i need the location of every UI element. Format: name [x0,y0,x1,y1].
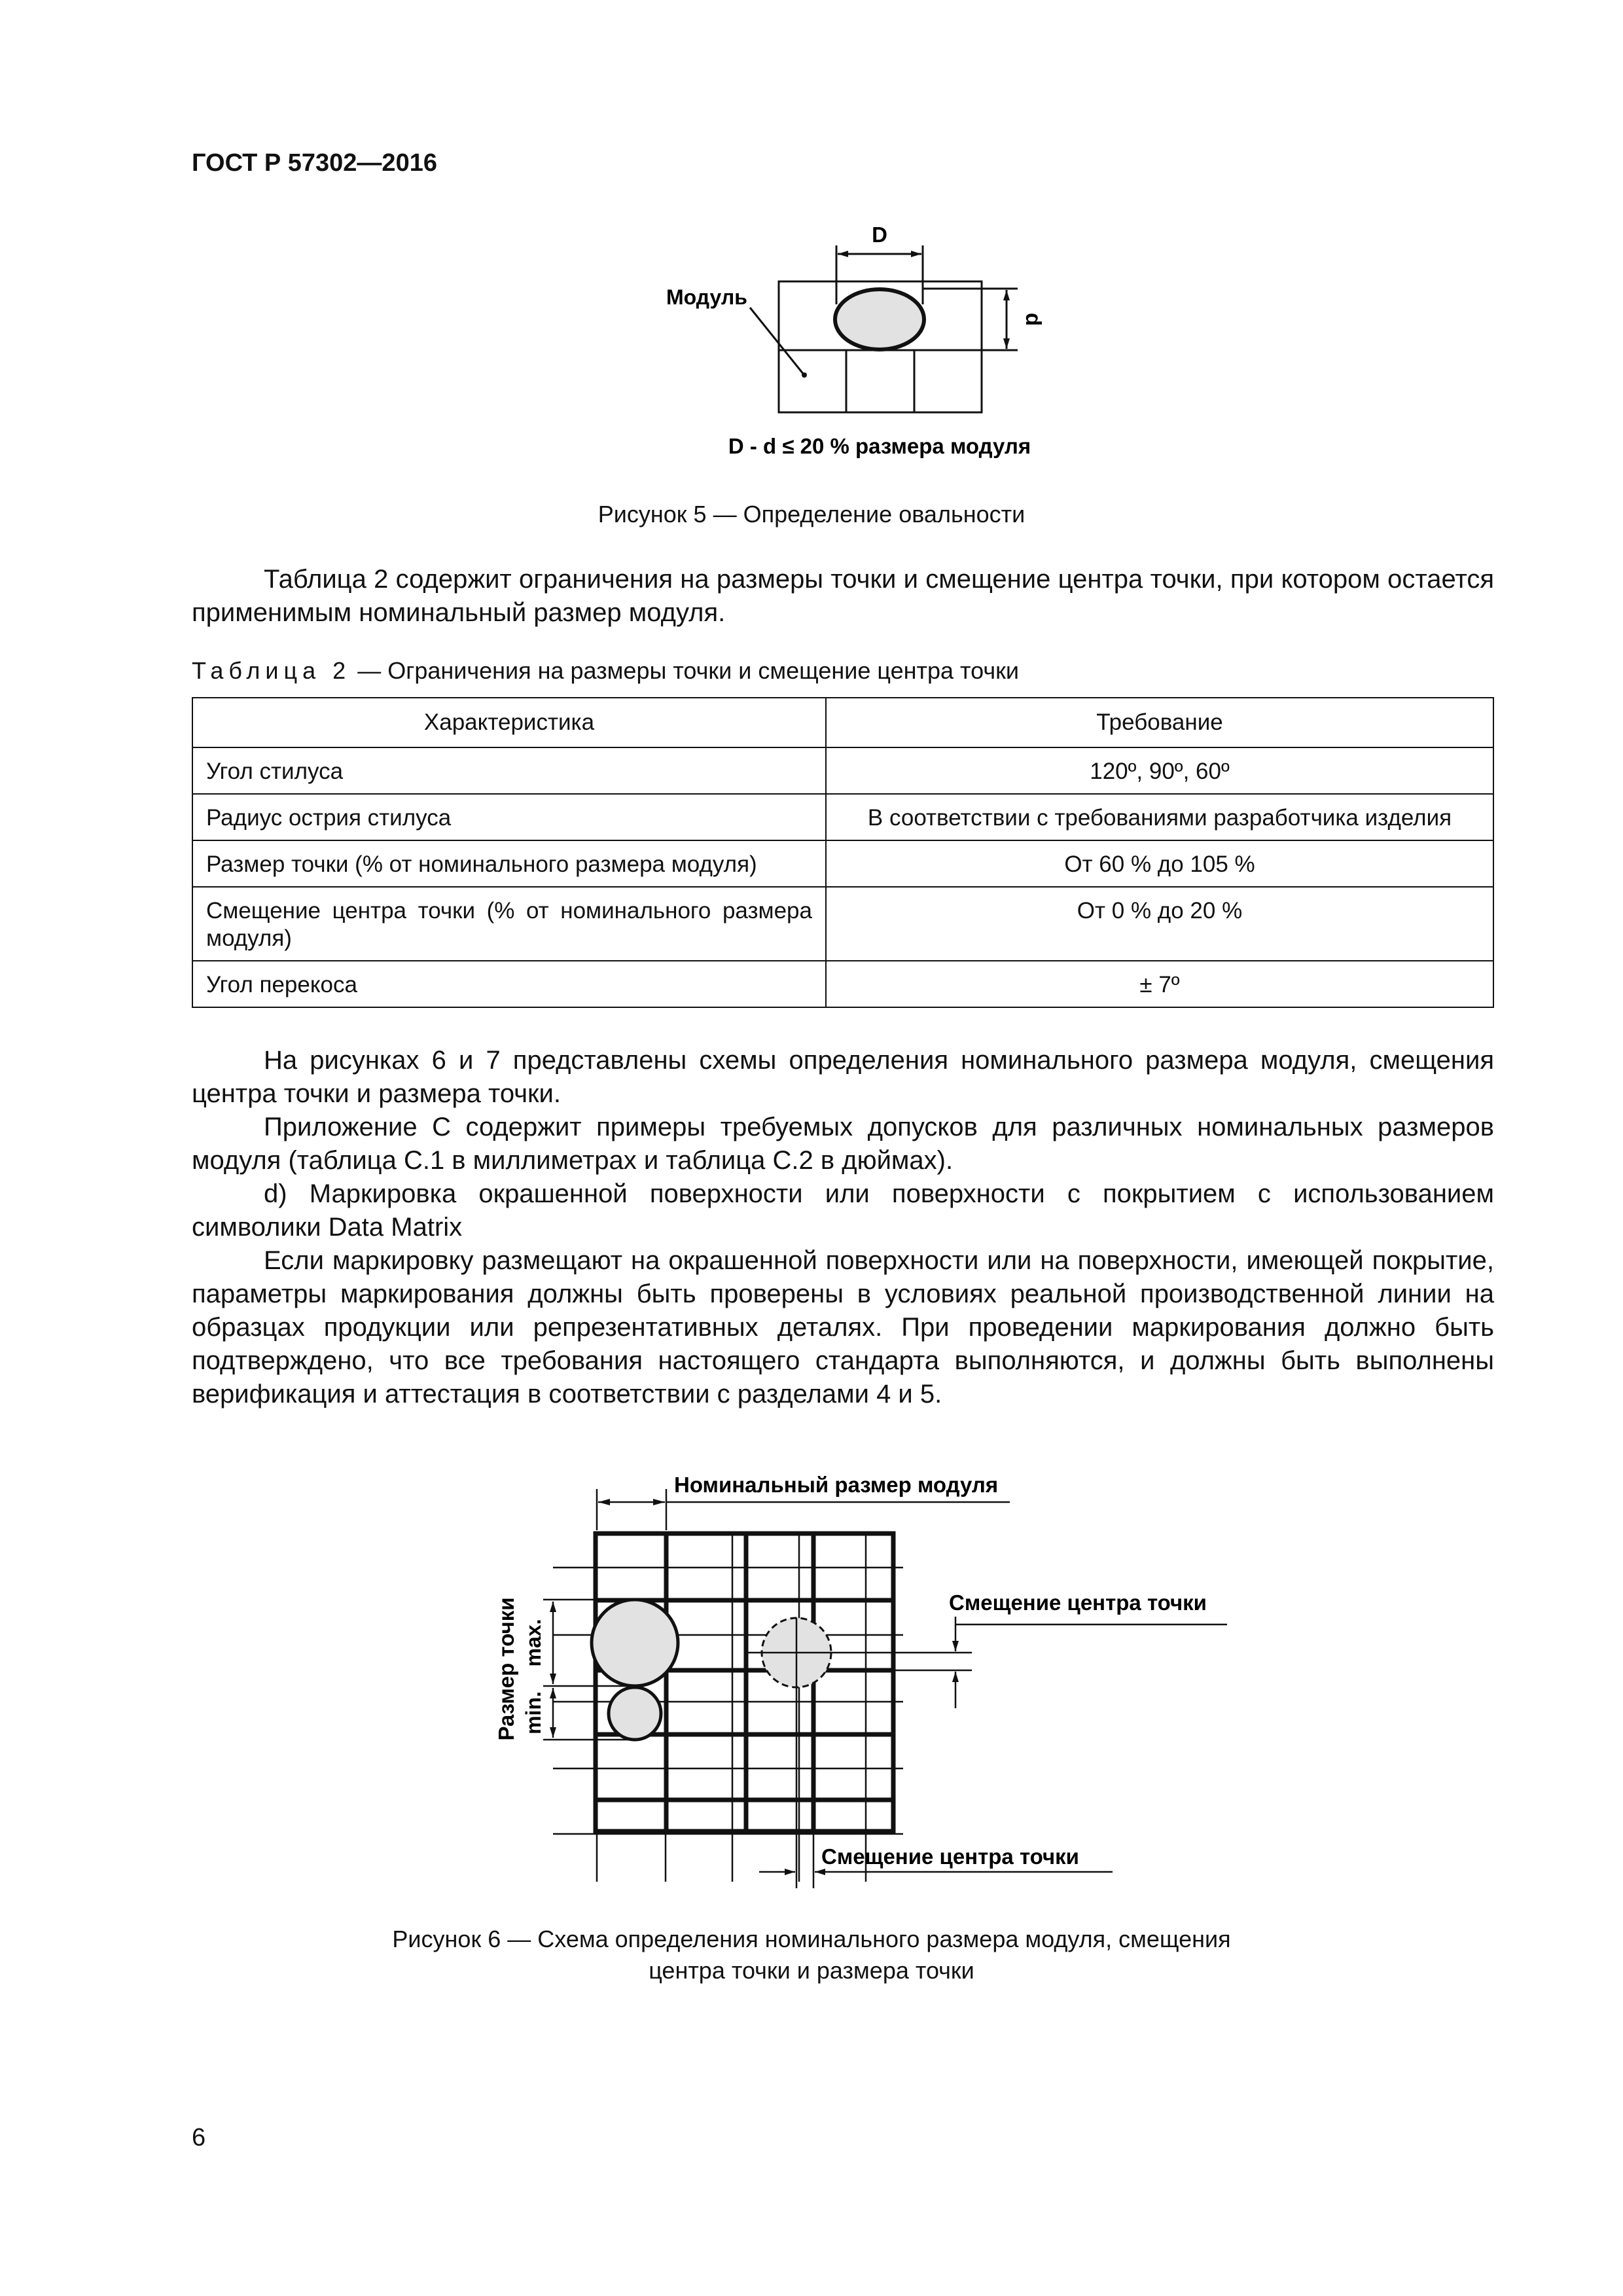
paragraph-figures-6-7: На рисунках 6 и 7 представлены схемы определения номинального размера модуля, смещения центра точки и размера точки. [192,1046,1494,1108]
figure-6-caption-line-2: центра точки и размера точки [649,1957,974,1984]
label-dot-offset-right: Смещение центра точки [949,1590,1207,1615]
table-2 [192,697,1494,1008]
label-d: d [1022,312,1046,327]
figure-6-module-size-diagram [458,1453,1230,1898]
table-row [192,840,1493,887]
label-dot-size: Размер точки [494,1597,518,1741]
ovality-formula: D - d ≤ 20 % размера модуля [728,434,1031,458]
figure-5-ovality-diagram [654,216,1060,465]
table-cell-requirement: ± 7º [826,961,1493,1007]
paragraph-item-d: d) Маркировка окрашенной поверхности или поверхности с покрытием с использованием символики Data Matrix [192,1179,1494,1242]
table-row [192,747,1493,794]
dimension-arrows [550,1499,959,1875]
document-header: ГОСТ Р 57302—2016 [192,149,437,177]
min-dot [609,1687,661,1740]
table-row [192,961,1493,1007]
page-number: 6 [192,2124,206,2151]
table-cell-characteristic: Размер точки (% от номинального размера модуля) [192,840,826,887]
table-header-requirement: Требование [826,698,1493,747]
label-D: D [872,223,887,247]
table-2-caption [192,657,1019,685]
label-module: Модуль [666,285,747,309]
table-cell-requirement: В соответствии с требованиями разработчика изделия [826,794,1493,840]
paragraph-marking-coated-surface: Если маркировку размещают на окрашенной поверхности или на поверхности, имеющей покрытие, параметры маркирования должны быть проверены в условиях реальной производственной линии на образцах продукции или репрезентативных деталях. При проведении маркирования должно быть подтверждено, что все требования настоящего стандарта выполняются, и должны быть выполнены верификация и аттестация в соответствии с разделами 4 и 5. [192,1246,1494,1408]
intro-paragraph: Таблица 2 содержит ограничения на размеры точки и смещение центра точки, при котором остается применимым номинальный размер модуля. [192,565,1494,627]
figure-6-caption-line-1: Рисунок 6 — Схема определения номинального размера модуля, смещения [392,1926,1231,1952]
table-row [192,887,1493,961]
table-cell-requirement: 120º, 90º, 60º [826,747,1493,794]
table-2-caption-text: — Ограничения на размеры точки и смещение центра точки [351,657,1019,684]
table-cell-characteristic: Смещение центра точки (% от номинального размера модуля) [192,887,826,961]
table-cell-characteristic: Угол перекоса [192,961,826,1007]
label-dot-offset-bottom: Смещение центра точки [821,1844,1079,1869]
table-header-row [192,698,1493,747]
leader-line [750,308,804,374]
max-dot [592,1600,678,1686]
oval-dot [835,289,924,350]
table-header-characteristic: Характеристика [192,698,826,747]
table-row [192,794,1493,840]
table-cell-characteristic: Радиус острия стилуса [192,794,826,840]
table-cell-characteristic: Угол стилуса [192,747,826,794]
table-cell-requirement: От 0 % до 20 % [826,887,1493,961]
table-2-caption-prefix: Таблица 2 [192,657,351,684]
right-offset-dimension [955,1617,1227,1708]
figure-5-caption: Рисунок 5 — Определение овальности [597,501,1026,528]
label-nominal-module-size: Номинальный размер модуля [674,1473,999,1497]
table-cell-requirement: От 60 % до 105 % [826,840,1493,887]
label-min: min. [522,1691,545,1734]
paragraph-appendix-c: Приложение С содержит примеры требуемых допусков для различных номинальных размеров модуля (таблица С.1 в миллиметрах и таблица С.2 в дюймах). [192,1113,1494,1175]
label-max: max. [522,1619,545,1667]
